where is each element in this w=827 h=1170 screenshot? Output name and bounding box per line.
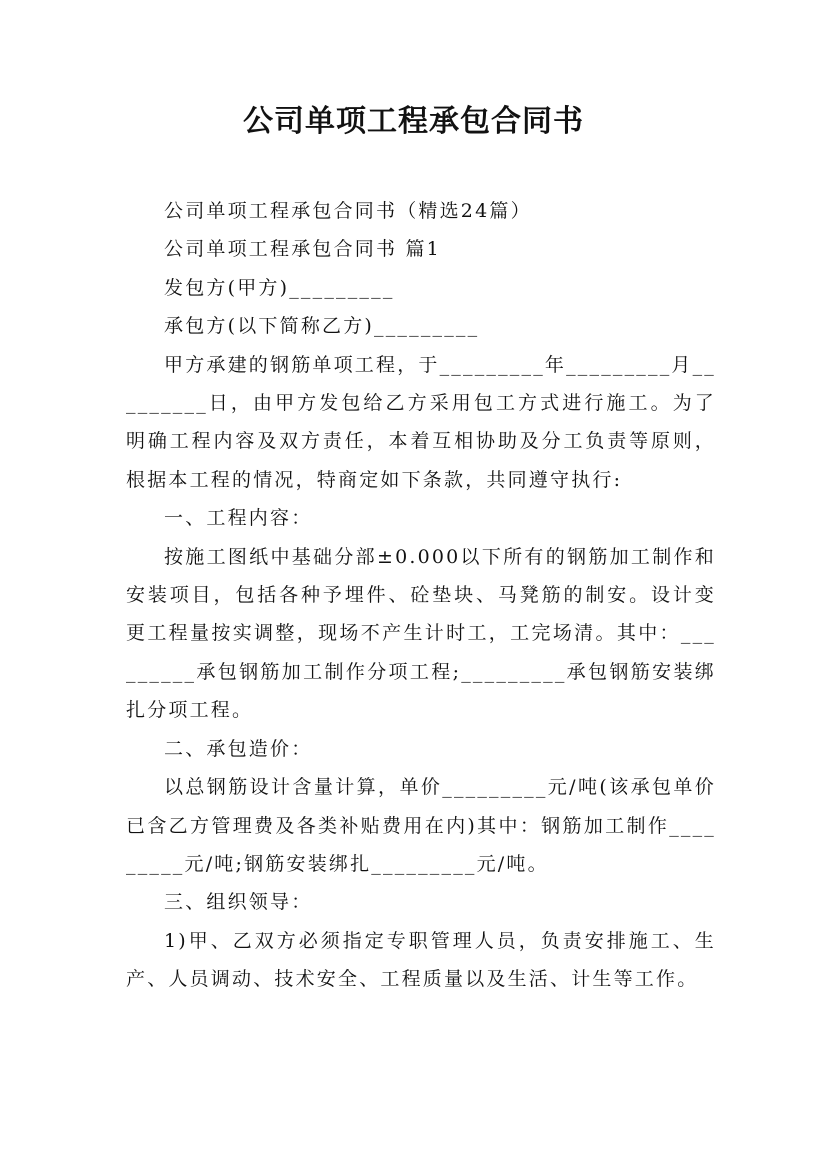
paragraph-party-a: 发包方(甲方)_________ — [164, 276, 395, 299]
paragraph-clause-3-body: 1)甲、乙双方必须指定专职管理人员，负责安排施工、生产、人员调动、技术安全、工程质量以及生活、计生等工作。 — [126, 929, 716, 991]
paragraph-clause-2-body: 以总钢筋设计含量计算，单价_________元/吨(该承包单价已含乙方管理费及各类补贴费用在内)其中：钢筋加工制作_________元/吨;钢筋安装绑扎_________元/吨。 — [126, 776, 716, 875]
paragraph-clause-1-heading: 一、工程内容： — [164, 507, 313, 530]
paragraph-intro: 甲方承建的钢筋单项工程，于_________年_________月_________日，由甲方发包给乙方采用包工方式进行施工。为了明确工程内容及双方责任，本着互相协助及分工负责等原则，根据本工程的情况，特商定如下条款，共同遵守执行: — [126, 353, 717, 491]
paragraph-clause-1-body: 按施工图纸中基础分部±0.000以下所有的钢筋加工制作和安装项目，包括各种予埋件、砼垫块、马凳筋的制安。设计变更工程量按实调整，现场不产生计时工，工完场清。其中：_________承包钢筋加工制作分项工程;_________承包钢筋安装绑扎分项工程。 — [126, 545, 716, 722]
paragraph-clause-3-heading: 三、组织领导： — [164, 891, 313, 914]
document-body — [126, 192, 716, 999]
paragraph-clause-2-heading: 二、承包造价： — [164, 737, 313, 760]
paragraph-subtitle: 公司单项工程承包合同书（精选24篇） — [164, 200, 532, 222]
paragraph-party-b: 承包方(以下简称乙方)_________ — [164, 315, 480, 338]
paragraph-section-heading: 公司单项工程承包合同书 篇1 — [164, 238, 441, 261]
document-title: 公司单项工程承包合同书 — [243, 104, 584, 139]
